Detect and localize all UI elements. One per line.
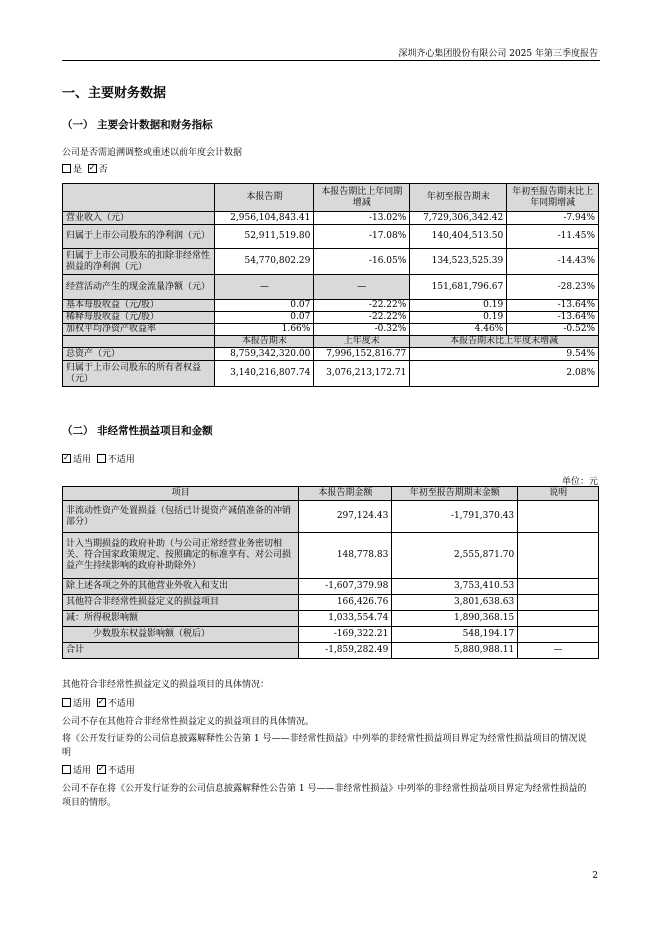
retro-question: 公司是否需追溯调整或重述以前年度会计数据 (62, 148, 243, 158)
row-label: 经营活动产生的现金流量净额（元） (63, 275, 215, 300)
table-cell: -11.45% (507, 225, 599, 249)
table-cell: -14.43% (507, 249, 599, 275)
table-cell (518, 627, 599, 643)
table-cell (518, 501, 599, 533)
checkbox-applicable[interactable] (62, 698, 71, 707)
table-row (63, 212, 599, 225)
table-cell: -1,791,370.43 (392, 501, 518, 533)
not-applicable-label: 不适用 (107, 699, 135, 709)
table-cell: — (518, 643, 599, 659)
table-row (63, 324, 599, 336)
table-cell: 7,729,306,342.42 (410, 212, 507, 225)
table-cell: 4.46% (410, 324, 507, 336)
table-cell: -13.64% (507, 300, 599, 312)
table-cell: 151,681,796.67 (410, 275, 507, 300)
table-header-cell: 项目 (63, 487, 299, 501)
table-header-row (63, 487, 599, 501)
retro-no-label: 否 (98, 165, 108, 175)
table-header-cell (63, 184, 215, 212)
table-cell: -7.94% (507, 212, 599, 225)
table-cell (518, 579, 599, 595)
table-row (63, 225, 599, 249)
retro-options (62, 163, 108, 177)
table-cell: -13.64% (507, 312, 599, 324)
reclass-title: 将《公开发行证券的公司信息披露解释性公告第 1 号——非经常性损益》中列举的非经常性损益项目界定为经常性损益项目的情况说明 (62, 734, 587, 758)
table-cell: 548,194.17 (392, 627, 518, 643)
table-cell: -0.32% (314, 324, 410, 336)
table-cell: — (215, 275, 314, 300)
row-label: 其他符合非经常性损益定义的损益项目 (63, 595, 299, 611)
table-header-cell: 本报告期比上年同期增减 (314, 184, 410, 212)
table-cell: 0.19 (410, 312, 507, 324)
table-cell: 0.07 (215, 312, 314, 324)
table-cell: -17.08% (314, 225, 410, 249)
table-cell: 8,759,342,320.00 (215, 348, 314, 361)
table-cell: 3,076,213,172.71 (314, 361, 410, 387)
table-cell: 9.54% (410, 348, 599, 361)
table-header-row (63, 336, 599, 348)
table-row (63, 249, 599, 275)
table-cell: 0.19 (410, 300, 507, 312)
row-label: 少数股东权益影响额（税后） (63, 627, 299, 643)
table-row (63, 611, 599, 627)
page-header: 深圳齐心集团股份有限公司 2025 年第三季度报告 (398, 49, 598, 59)
applicability-options-2 (62, 697, 135, 711)
applicable-label: 适用 (73, 699, 92, 709)
checkbox-not-applicable[interactable] (97, 454, 106, 463)
table-cell: 297,124.43 (299, 501, 392, 533)
table-cell: — (314, 275, 410, 300)
table-cell: 140,404,513.50 (410, 225, 507, 249)
row-label: 营业收入（元） (63, 212, 215, 225)
section-title: 一、主要财务数据 (62, 86, 167, 101)
table-cell: 5,880,988.11 (392, 643, 518, 659)
table-row (63, 595, 599, 611)
table-row (63, 348, 599, 361)
table-cell: 3,753,410.53 (392, 579, 518, 595)
table-header-cell: 本报告期末比上年度末增减 (410, 336, 599, 348)
table-cell: 3,140,216,807.74 (215, 361, 314, 387)
checkbox-not-applicable[interactable] (97, 765, 106, 774)
other-items-title: 其他符合非经常性损益定义的损益项目的具体情况： (62, 680, 270, 690)
financial-indicators-table (62, 183, 599, 387)
checkbox-no[interactable] (88, 164, 97, 173)
table-row (63, 627, 599, 643)
table-header-cell: 本报告期末 (215, 336, 314, 348)
table-cell (518, 595, 599, 611)
table-cell: 134,523,525.39 (410, 249, 507, 275)
table-cell: -1,607,379.98 (299, 579, 392, 595)
table-cell: -28.23% (507, 275, 599, 300)
applicable-label: 适用 (73, 455, 92, 465)
other-items-text: 公司不存在其他符合非经常性损益定义的损益项目的具体情况。 (62, 717, 315, 727)
table-row (63, 300, 599, 312)
row-label: 总资产（元） (63, 348, 215, 361)
table-cell: 148,778.83 (299, 533, 392, 579)
retro-yes-label: 是 (73, 165, 83, 175)
table-cell: 1.66% (215, 324, 314, 336)
checkbox-not-applicable[interactable] (97, 698, 106, 707)
unit-label: 单位：元 (561, 477, 598, 487)
applicability-options-1 (62, 453, 135, 467)
table-cell: 0.07 (215, 300, 314, 312)
applicability-options-3 (62, 764, 135, 778)
table-row (63, 501, 599, 533)
table-cell: 54,770,802.29 (215, 249, 314, 275)
table-cell: 1,890,368.15 (392, 611, 518, 627)
table-cell: -13.02% (314, 212, 410, 225)
table-header-cell: 本报告期金额 (299, 487, 392, 501)
applicable-label: 适用 (73, 766, 92, 776)
page-number: 2 (592, 871, 598, 881)
checkbox-applicable[interactable] (62, 454, 71, 463)
table-cell: -22.22% (314, 300, 410, 312)
table-header-cell: 说明 (518, 487, 599, 501)
subsection-title-2: （二） 非经常性损益项目和金额 (62, 425, 213, 437)
table-cell: 7,996,152,816.77 (314, 348, 410, 361)
table-header-cell: 年初至报告期末 (410, 184, 507, 212)
row-label: 归属于上市公司股东的所有者权益（元） (63, 361, 215, 387)
table-cell: 52,911,519.80 (215, 225, 314, 249)
row-label: 减：所得税影响额 (63, 611, 299, 627)
row-label: 基本每股收益（元/股） (63, 300, 215, 312)
table-cell: -1,859,282.49 (299, 643, 392, 659)
table-header-cell: 年初至报告期末比上年同期增减 (507, 184, 599, 212)
reclass-text: 公司不存在将《公开发行证券的公司信息披露解释性公告第 1 号——非经常性损益》中列举的非经常性损益项目界定为经常性损益的项目的情形。 (62, 784, 587, 808)
row-label: 加权平均净资产收益率 (63, 324, 215, 336)
table-cell: 1,033,554.74 (299, 611, 392, 627)
table-cell (518, 533, 599, 579)
not-applicable-label: 不适用 (107, 766, 135, 776)
table-header-cell: 年初至报告期期末金额 (392, 487, 518, 501)
row-label: 归属于上市公司股东的净利润（元） (63, 225, 215, 249)
table-cell (518, 611, 599, 627)
table-header-cell (63, 336, 215, 348)
table-row (63, 643, 599, 659)
table-header-row (63, 184, 599, 212)
header-rule (62, 60, 600, 61)
table-cell: 3,801,638.63 (392, 595, 518, 611)
table-cell: -16.05% (314, 249, 410, 275)
table-cell: 2,956,104,843.41 (215, 212, 314, 225)
non-recurring-items-table (62, 486, 599, 659)
table-cell: 2.08% (410, 361, 599, 387)
table-cell: 2,555,871.70 (392, 533, 518, 579)
table-cell: -0.52% (507, 324, 599, 336)
row-label: 稀释每股收益（元/股） (63, 312, 215, 324)
subsection-title-1: （一） 主要会计数据和财务指标 (62, 119, 213, 131)
table-header-cell: 上年度末 (314, 336, 410, 348)
table-row (63, 312, 599, 324)
checkbox-yes[interactable] (62, 164, 71, 173)
table-cell: -22.22% (314, 312, 410, 324)
table-row (63, 361, 599, 387)
row-label: 合计 (63, 643, 299, 659)
table-row (63, 533, 599, 579)
table-row (63, 275, 599, 300)
not-applicable-label: 不适用 (107, 455, 135, 465)
row-label: 除上述各项之外的其他营业外收入和支出 (63, 579, 299, 595)
row-label: 归属于上市公司股东的扣除非经常性损益的净利润（元） (63, 249, 215, 275)
table-header-cell: 本报告期 (215, 184, 314, 212)
table-cell: 166,426.76 (299, 595, 392, 611)
table-cell: -169,322.21 (299, 627, 392, 643)
row-label: 非流动性资产处置损益（包括已计提资产减值准备的冲销部分） (63, 501, 299, 533)
row-label: 计入当期损益的政府补助（与公司正常经营业务密切相关、符合国家政策规定、按照确定的标准享有、对公司损益产生持续影响的政府补助除外） (63, 533, 299, 579)
table-row (63, 579, 599, 595)
checkbox-applicable[interactable] (62, 765, 71, 774)
